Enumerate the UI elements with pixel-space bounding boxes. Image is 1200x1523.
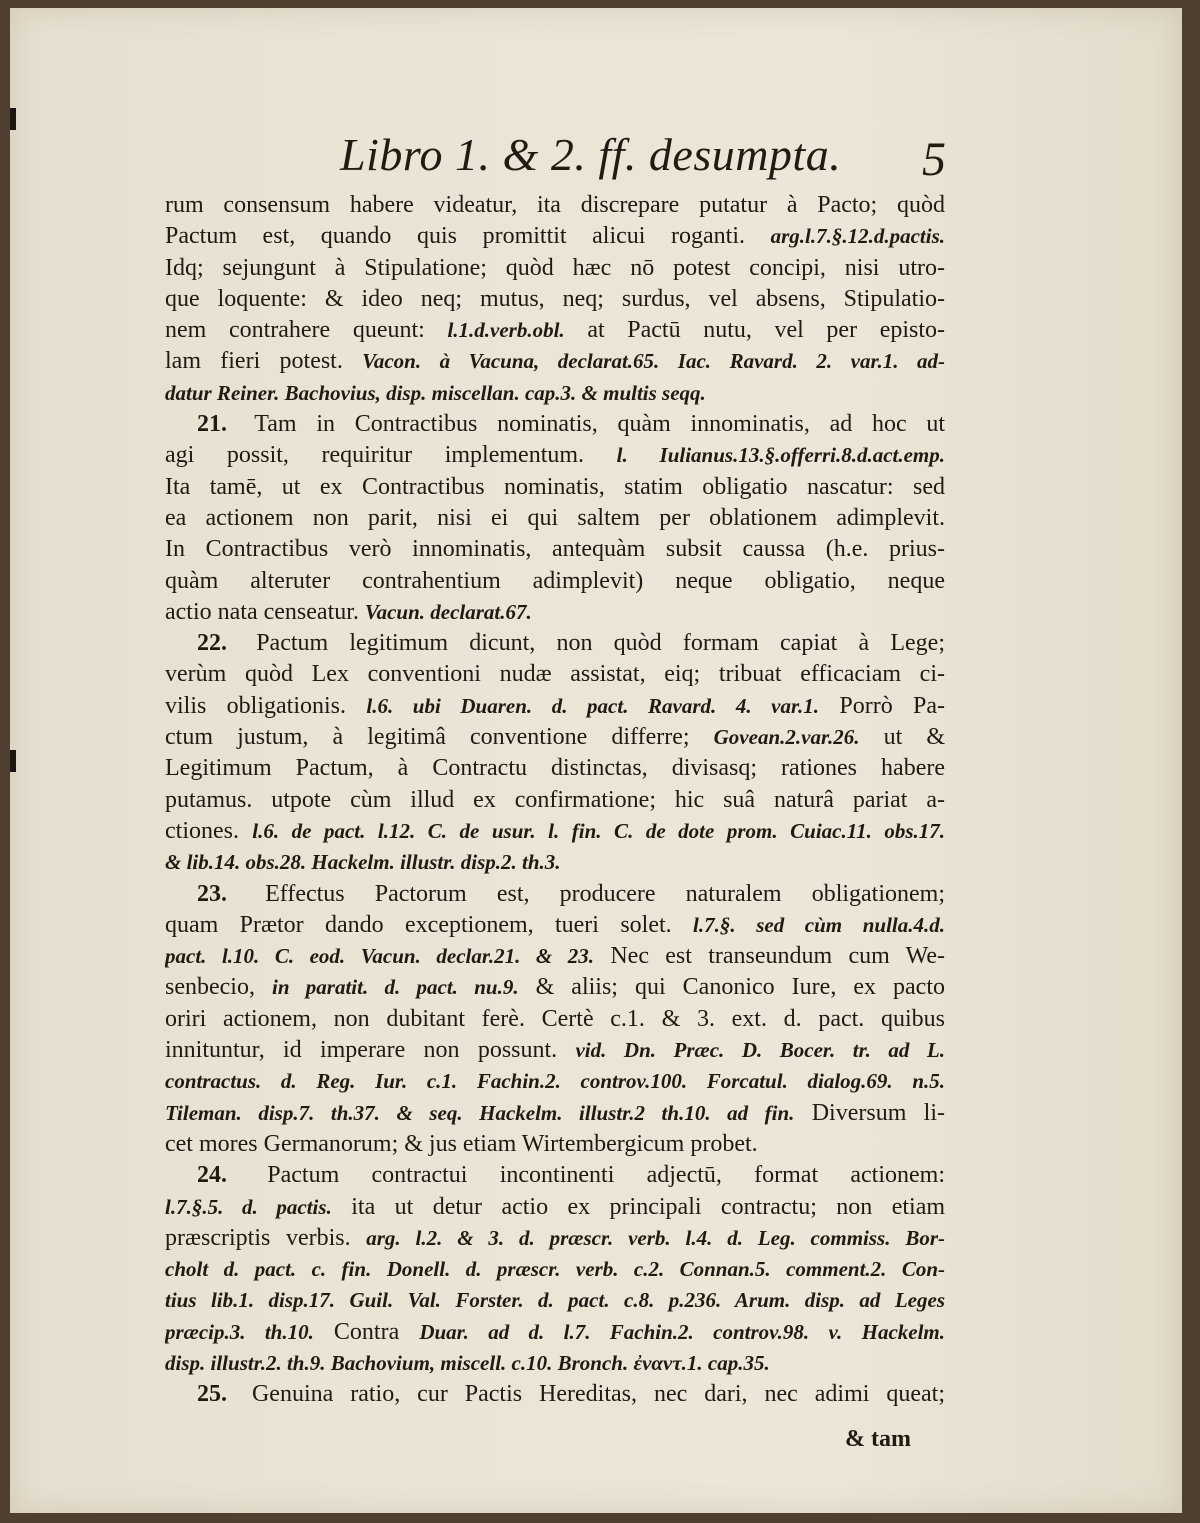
paragraph-number: 22. (197, 630, 227, 657)
citation: vid. Dn. Præc. D. Bocer. tr. ad L. (575, 1038, 945, 1063)
paragraph-number: 21. (197, 411, 227, 438)
line-text: Diversum li- (811, 1099, 945, 1126)
text-line (165, 597, 945, 628)
citation: Vacon. à Vacuna, declarat.65. Iac. Ravard. 2. var.1. ad- (362, 349, 945, 374)
line-text: innituntur, id imperare non possunt. (165, 1037, 558, 1064)
line-text: at Pactū nutu, vel per episto- (587, 317, 945, 344)
text-line (165, 847, 945, 878)
body-text (165, 190, 945, 1411)
line-text: putamus. utpote cùm illud ex confirmatione; hic suâ naturâ pariat a- (165, 786, 945, 813)
line-text: quam Prætor dando exceptionem, tueri solet. (165, 911, 672, 938)
text-line (165, 1004, 945, 1035)
citation: arg. l.2. & 3. d. præscr. verb. l.4. d. Leg. commiss. Bor- (366, 1225, 945, 1250)
citation: arg.l.7.§.12.d.pactis. (770, 224, 945, 249)
page-header (10, 128, 1182, 188)
line-text: Tam in Contractibus nominatis, quàm innominatis, ad hoc ut (254, 411, 945, 438)
text-line (165, 628, 945, 659)
line-text: In Contractibus verò innominatis, antequàm subsit caussa (h.e. prius- (165, 536, 945, 563)
citation: datur Reiner. Bachovius, disp. miscellan. cap.3. & multis seqq. (165, 380, 706, 405)
line-text: ctum justum, à legitimâ conventione differre; (165, 724, 690, 751)
text-line (165, 691, 945, 722)
line-text: Genuina ratio, cur Pactis Hereditas, nec dari, nec adimi queat; (251, 1381, 945, 1408)
text-line (165, 816, 945, 847)
citation: l.6. ubi Duaren. d. pact. Ravard. 4. var.1. (366, 693, 820, 718)
paragraph-number: 23. (197, 880, 227, 907)
line-text: agi possit, requiritur implementum. (165, 442, 585, 469)
paragraph-number: 25. (197, 1381, 227, 1408)
text-line (165, 941, 945, 972)
text-line (165, 1066, 945, 1097)
book-page (10, 8, 1182, 1513)
edge-mark (10, 750, 16, 772)
text-line (165, 378, 945, 409)
citation: tius lib.1. disp.17. Guil. Val. Forster. d. pact. c.8. p.236. Arum. disp. ad Leges (165, 1288, 945, 1313)
line-text: que loquente: & ideo neq; mutus, neq; surdus, vel absens, Stipulatio- (165, 285, 945, 312)
text-line (165, 659, 945, 690)
citation: Govean.2.var.26. (713, 725, 860, 750)
line-text: rum consensum habere videatur, ita discrepare putatur à Pacto; quòd (165, 192, 945, 218)
paragraph-number: 24. (197, 1162, 227, 1189)
line-text: oriri actionem, non dubitant ferè. Certè c.1. & 3. ext. d. pact. quibus (165, 1005, 945, 1032)
line-text: cet mores Germanorum; & jus etiam Wirtembergicum probet. (165, 1130, 758, 1157)
text-line (165, 346, 945, 377)
citation: in paratit. d. pact. nu.9. (272, 975, 519, 1000)
text-line (165, 1223, 945, 1254)
line-text: Pactum contractui incontinenti adjectū, format actionem: (267, 1162, 945, 1189)
citation: contractus. d. Reg. Iur. c.1. Fachin.2. controv.100. Forcatul. dialog.69. n.5. (165, 1069, 945, 1094)
citation: l.1.d.verb.obl. (447, 318, 565, 343)
text-line (165, 534, 945, 565)
citation: cholt d. pact. c. fin. Donell. d. præscr. verb. c.2. Connan.5. comment.2. Con- (165, 1257, 945, 1282)
text-line (165, 753, 945, 784)
catchword: & tam (845, 1426, 911, 1452)
citation: pact. l.10. C. eod. Vacun. declar.21. & 23. (165, 944, 595, 969)
line-text: senbecio, (165, 974, 255, 1001)
line-text: Pactum legitimum dicunt, non quòd formam capiat à Lege; (256, 630, 945, 657)
text-line (165, 566, 945, 597)
citation: l.7.§.5. d. pactis. (165, 1194, 332, 1219)
text-line (165, 472, 945, 503)
text-line (165, 253, 945, 284)
line-text: nem contrahere queunt: (165, 317, 425, 344)
text-line (165, 722, 945, 753)
text-line (165, 1379, 945, 1410)
text-line (165, 1160, 945, 1191)
text-line (165, 1317, 945, 1348)
line-text: Idq; sejungunt à Stipulatione; quòd hæc nō potest concipi, nisi utro- (165, 254, 945, 281)
text-line (165, 440, 945, 471)
line-text: Contra (333, 1318, 400, 1345)
line-text: præscriptis verbis. (165, 1224, 351, 1251)
line-text: Pactum est, quando quis promittit alicui roganti. (165, 223, 745, 250)
citation: & lib.14. obs.28. Hackelm. illustr. disp.2. th.3. (165, 850, 561, 875)
citation: l. Iulianus.13.§.offerri.8.d.act.emp. (616, 443, 945, 468)
line-text: ut & (883, 724, 945, 751)
line-text: Legitimum Pactum, à Contractu distinctas, divisasq; rationes habere (165, 755, 945, 782)
text-line (165, 972, 945, 1003)
line-text: Nec est transeundum cum We- (610, 943, 945, 970)
citation: Tileman. disp.7. th.37. & seq. Hackelm. illustr.2 th.10. ad fin. (165, 1100, 795, 1125)
citation: Duar. ad d. l.7. Fachin.2. controv.98. v. Hackelm. (419, 1319, 945, 1344)
line-text: ita ut detur actio ex principali contractu; non etiam (351, 1193, 945, 1220)
page-number: 5 (922, 133, 946, 186)
text-line (165, 409, 945, 440)
text-line (165, 1254, 945, 1285)
line-text: ctiones. (165, 817, 239, 844)
text-line (165, 1192, 945, 1223)
citation: l.7.§. sed cùm nulla.4.d. (693, 912, 945, 937)
line-text: vilis obligationis. (165, 692, 347, 719)
text-line (165, 190, 945, 221)
line-text: verùm quòd Lex conventioni nudæ assistat, eiq; tribuat efficaciam ci- (165, 661, 945, 688)
citation: præcip.3. th.10. (165, 1319, 314, 1344)
line-text: Ita tamē, ut ex Contractibus nominatis, statim obligatio nascatur: sed (165, 473, 945, 500)
text-line (165, 1035, 945, 1066)
text-line (165, 1129, 945, 1160)
citation: disp. illustr.2. th.9. Bachovium, miscell. c.10. Bronch. ἐναντ.1. cap.35. (165, 1350, 770, 1375)
text-line (165, 221, 945, 252)
text-line (165, 1098, 945, 1129)
text-line (165, 1285, 945, 1316)
line-text: Effectus Pactorum est, producere naturalem obligationem; (265, 880, 945, 907)
line-text: ea actionem non parit, nisi ei qui saltem per oblationem adimplevit. (165, 504, 945, 531)
line-text: quàm alteruter contrahentium adimplevit) neque obligatio, neque (165, 567, 945, 594)
text-line (165, 1348, 945, 1379)
line-text: & aliis; qui Canonico Iure, ex pacto (535, 974, 945, 1001)
text-line (165, 910, 945, 941)
running-head: Libro 1. & 2. ff. desumpta. (340, 129, 842, 180)
text-line (165, 879, 945, 910)
edge-mark (10, 108, 16, 130)
text-line (165, 785, 945, 816)
text-line (165, 503, 945, 534)
text-line (165, 284, 945, 315)
line-text: actio nata censeatur. (165, 598, 359, 625)
citation: Vacun. declarat.67. (364, 599, 532, 624)
citation: l.6. de pact. l.12. C. de usur. l. fin. C. de dote prom. Cuiac.11. obs.17. (252, 818, 945, 843)
line-text: lam fieri potest. (165, 348, 343, 375)
text-line (165, 315, 945, 346)
line-text: Porrò Pa- (839, 692, 945, 719)
